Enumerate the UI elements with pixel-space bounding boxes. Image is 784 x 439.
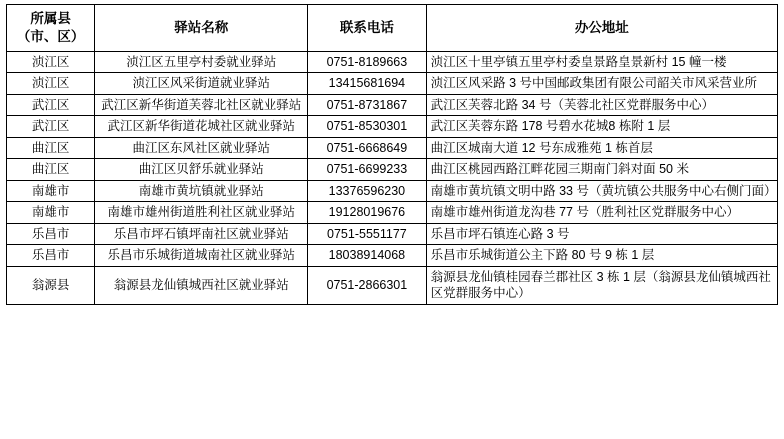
cell-phone: 0751-8530301 (308, 116, 426, 138)
cell-phone: 19128019676 (308, 202, 426, 224)
column-header-district-line1: 所属县 (30, 11, 71, 26)
cell-phone: 0751-6699233 (308, 159, 426, 181)
cell-district: 浈江区 (7, 73, 95, 95)
cell-address: 曲江区桃园西路江畔花园三期南门斜对面 50 米 (426, 159, 777, 181)
cell-station-name: 浈江区五里亭村委就业驿站 (95, 51, 308, 73)
column-header-district-line2: （市、区） (16, 28, 85, 44)
cell-phone: 0751-8731867 (308, 94, 426, 116)
table-row (7, 116, 778, 138)
cell-district: 乐昌市 (7, 223, 95, 245)
cell-station-name: 曲江区东风社区就业驿站 (95, 137, 308, 159)
cell-phone: 0751-2866301 (308, 266, 426, 304)
cell-district: 南雄市 (7, 180, 95, 202)
cell-station-name: 南雄市雄州街道胜利社区就业驿站 (95, 202, 308, 224)
cell-address: 南雄市黄坑镇文明中路 33 号（黄坑镇公共服务中心右侧门面） (426, 180, 777, 202)
table-row (7, 180, 778, 202)
column-header-district (7, 5, 95, 52)
cell-station-name: 武江区新华街道芙蓉北社区就业驿站 (95, 94, 308, 116)
cell-station-name: 浈江区风采街道就业驿站 (95, 73, 308, 95)
table-row (7, 73, 778, 95)
table-row (7, 137, 778, 159)
cell-phone: 18038914068 (308, 245, 426, 267)
column-header-address: 办公地址 (426, 5, 777, 52)
cell-address: 武江区芙蓉北路 34 号（芙蓉北社区党群服务中心） (426, 94, 777, 116)
cell-district: 浈江区 (7, 51, 95, 73)
table-row (7, 223, 778, 245)
table-row (7, 159, 778, 181)
cell-address: 乐昌市坪石镇连心路 3 号 (426, 223, 777, 245)
cell-district: 武江区 (7, 94, 95, 116)
cell-station-name: 乐昌市坪石镇坪南社区就业驿站 (95, 223, 308, 245)
cell-address: 曲江区城南大道 12 号东成雅苑 1 栋首层 (426, 137, 777, 159)
column-header-phone: 联系电话 (308, 5, 426, 52)
cell-station-name: 武江区新华街道花城社区就业驿站 (95, 116, 308, 138)
cell-station-name: 南雄市黄坑镇就业驿站 (95, 180, 308, 202)
cell-phone: 0751-8189663 (308, 51, 426, 73)
table-row (7, 51, 778, 73)
cell-address: 翁源县龙仙镇桂园春兰郡社区 3 栋 1 层（翁源县龙仙镇城西社区党群服务中心） (426, 266, 777, 304)
cell-address: 武江区芙蓉东路 178 号碧水花城8 栋附 1 层 (426, 116, 777, 138)
cell-district: 南雄市 (7, 202, 95, 224)
cell-address: 南雄市雄州街道龙沟巷 77 号（胜利社区党群服务中心） (426, 202, 777, 224)
cell-phone: 13376596230 (308, 180, 426, 202)
cell-station-name: 翁源县龙仙镇城西社区就业驿站 (95, 266, 308, 304)
table-row (7, 266, 778, 304)
cell-district: 曲江区 (7, 137, 95, 159)
employment-station-contact-table (6, 4, 778, 305)
cell-address: 浈江区风采路 3 号中国邮政集团有限公司韶关市风采营业所 (426, 73, 777, 95)
cell-station-name: 乐昌市乐城街道城南社区就业驿站 (95, 245, 308, 267)
cell-district: 翁源县 (7, 266, 95, 304)
table-row (7, 202, 778, 224)
table-row (7, 245, 778, 267)
cell-district: 武江区 (7, 116, 95, 138)
cell-phone: 13415681694 (308, 73, 426, 95)
cell-phone: 0751-6668649 (308, 137, 426, 159)
cell-district: 乐昌市 (7, 245, 95, 267)
cell-district: 曲江区 (7, 159, 95, 181)
cell-phone: 0751-5551177 (308, 223, 426, 245)
cell-station-name: 曲江区贝舒乐就业驿站 (95, 159, 308, 181)
table-row (7, 94, 778, 116)
table-header-row (7, 5, 778, 52)
cell-address: 乐昌市乐城街道公主下路 80 号 9 栋 1 层 (426, 245, 777, 267)
cell-address: 浈江区十里亭镇五里亭村委皇景路皇景新村 15 幢一楼 (426, 51, 777, 73)
column-header-name: 驿站名称 (95, 5, 308, 52)
